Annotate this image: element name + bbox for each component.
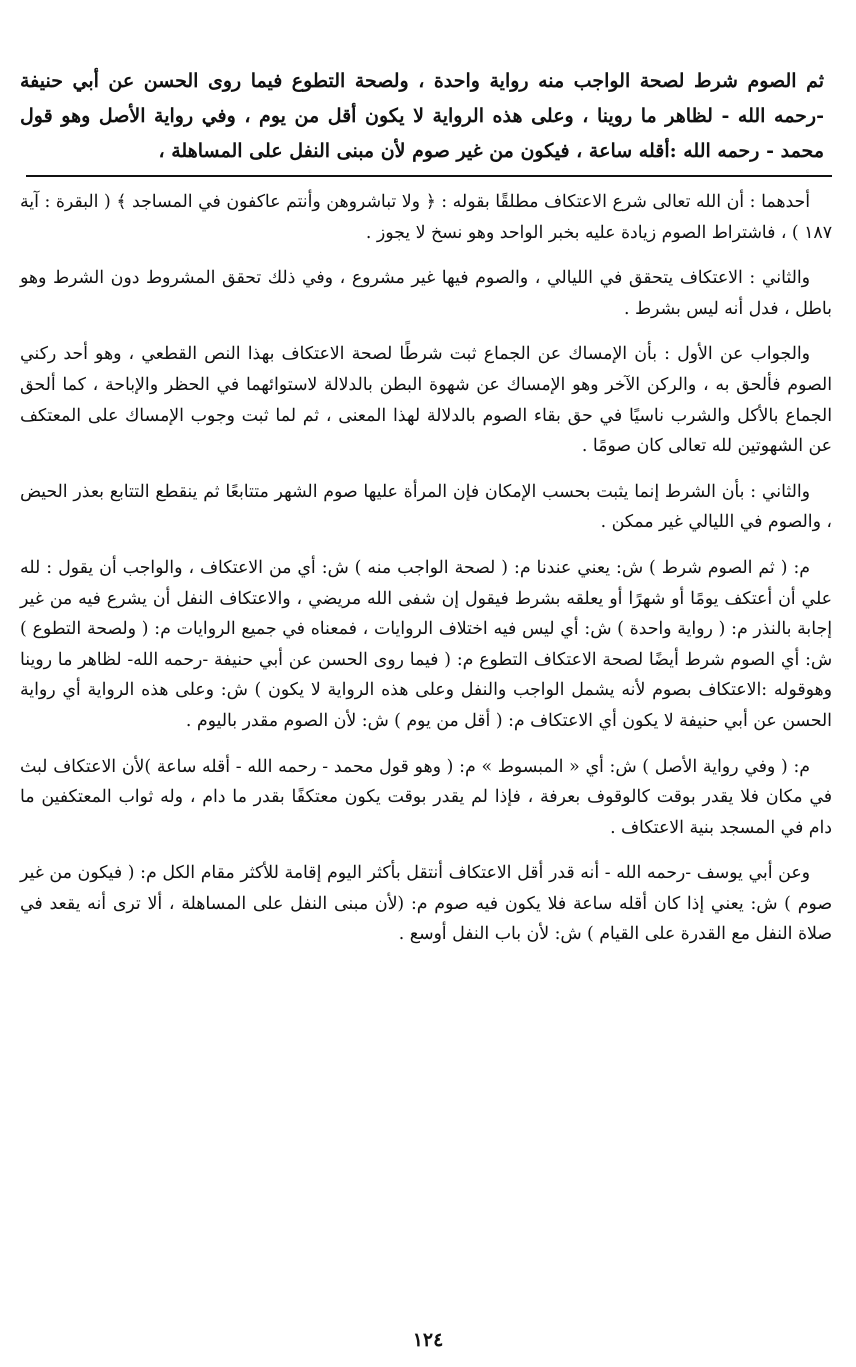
matn-text: ثم الصوم شرط لصحة الواجب منه رواية واحدة ، ولصحة التطوع فيما روى الحسن عن أبي حنيفة -رحمه الله - لظاهر ما روينا ، وعلى هذه الرواية لا يكون أقل من يوم ، وفي رواية الأصل وهو قول محمد - رحمه الله :أقله ساعة ، فيكون من غير صوم لأن مبنى النفل على المساهلة ،	[20, 70, 824, 162]
sharh-paragraph-3: والجواب عن الأول : بأن الإمساك عن الجماع ثبت شرطًا لصحة الاعتكاف بهذا النص القطعي ، وهو أحد ركني الصوم فألحق به ، والركن الآخر وهو الإمساك عن شهوة البطن بالدلالة لاستوائهما في الحظر والإباحة ، كما ألحق الجماع بالأكل والشرب ناسيًا في حق بقاء الصوم بالدلالة لهذا المعنى ، ثم لما ثبت وجوب الإمساك على المعتكف عن الشهوتين لله تعالى كان صومًا .	[20, 344, 832, 457]
sharh-paragraph-4: والثاني : بأن الشرط إنما يثبت بحسب الإمكان فإن المرأة عليها صوم الشهر متتابعًا ثم ينقطع التتابع بعذر الحيض ، والصوم في الليالي غير ممكن .	[20, 481, 832, 533]
sharh-commentary	[20, 187, 832, 950]
document-page	[20, 64, 832, 1367]
sharh-paragraph-7: وعن أبي يوسف -رحمه الله - أنه قدر أقل الاعتكاف أنتقل بأكثر اليوم إقامة للأكثر مقام الكل م: ( فيكون من غير صوم ) ش: يعني إذا كان أقله ساعة فلا يكون فيه صوم م: (لأن مبنى النفل على المساهلة ، ألا ترى أنه يقعد في صلاة النفل مع القدرة على القيام ) ش: لأن باب النفل أوسع .	[20, 863, 832, 945]
divider-line	[26, 175, 832, 177]
sharh-paragraph-1: أحدهما : أن الله تعالى شرع الاعتكاف مطلقًا بقوله : ﴿ ولا تباشروهن وأنتم عاكفون في المساجد ﴾ ( البقرة : آية ١٨٧ ) ، فاشتراط الصوم زيادة عليه بخبر الواحد وهو نسخ لا يجوز .	[20, 192, 832, 243]
sharh-paragraph-6: م: ( وفي رواية الأصل ) ش: أي « المبسوط » م: ( وهو قول محمد - رحمه الله - أقله ساعة )لأن الاعتكاف لبث في مكان فلا يقدر بوقت كالوقوف بعرفة ، فإذا لم يقدر بوقت يكون معتكفًا بقدر ما دام ، وله ثواب المعتكفين ما دام في المسجد بنية الاعتكاف .	[20, 756, 832, 838]
page-number: ١٢٤	[412, 1329, 444, 1351]
sharh-paragraph-5: م: ( ثم الصوم شرط ) ش: يعني عندنا م: ( لصحة الواجب منه ) ش: أي من الاعتكاف ، والواجب أن يقول : لله علي أن أعتكف يومًا أو شهرًا أو يعلقه بشرط فيقول إن شفى الله مريضي ، والاعتكاف النفل أن يشرع فيه من غير إجابة بالنذر م: ( رواية واحدة ) ش: أي ليس فيه اختلاف الروايات ، فمعناه في جميع الروايات م: ( ولصحة التطوع ) ش: أي الصوم شرط أيضًا لصحة الاعتكاف التطوع م: ( فيما روى الحسن عن أبي حنيفة -رحمه الله- لظاهر ما روينا وهوقوله :الاعتكاف بصوم لأنه يشمل الواجب والنفل وعلى هذه الرواية لا يكون ) ش: وعلى هذه الرواية أي رواية الحسن عن أبي حنيفة لا يكون أي الاعتكاف م: ( أقل من يوم ) ش: لأن الصوم مقدر باليوم .	[20, 557, 832, 731]
sharh-paragraph-2: والثاني : الاعتكاف يتحقق في الليالي ، والصوم فيها غير مشروع ، وفي ذلك تحقق المشروط دون الشرط وهو باطل ، فدل أنه ليس بشرط .	[20, 268, 832, 319]
